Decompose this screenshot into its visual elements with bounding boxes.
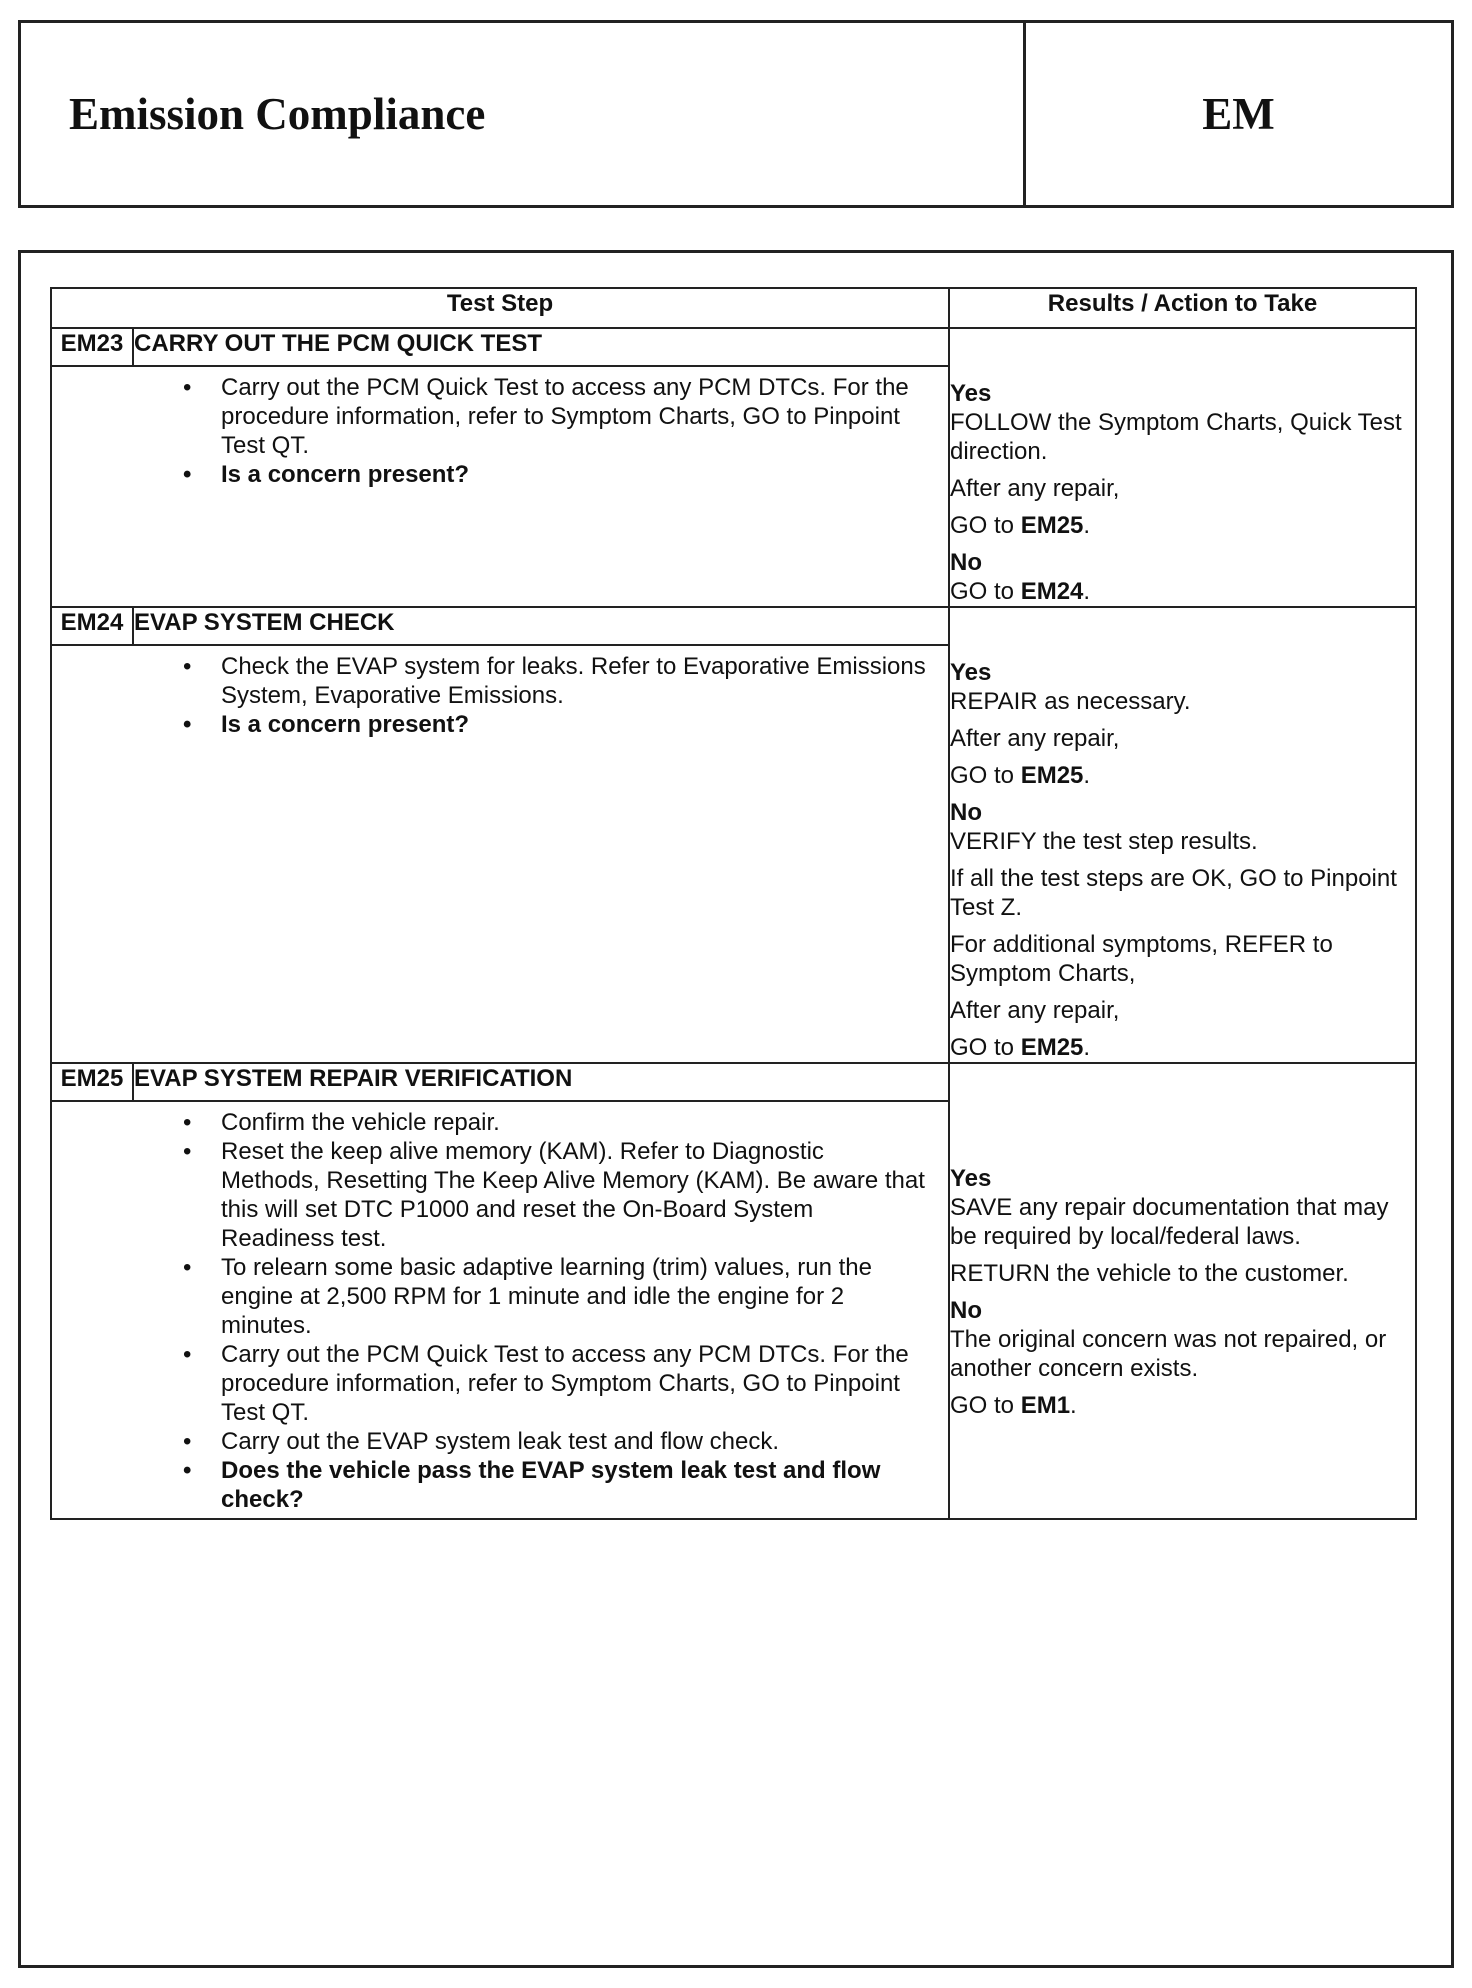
step-results: [949, 328, 1416, 607]
no-goto: GO to EM24.: [950, 578, 1091, 605]
no-goto: GO to EM25.: [950, 1034, 1091, 1061]
yes-action: After any repair,: [950, 475, 1120, 502]
column-header-test-step: Test Step: [51, 288, 949, 328]
yes-action: After any repair,: [950, 725, 1120, 752]
instruction-item: • Confirm the vehicle repair.: [221, 1108, 928, 1137]
step-code: EM24: [51, 607, 133, 645]
step-instructions: [133, 645, 949, 1063]
no-action: VERIFY the test step results.: [950, 828, 1258, 855]
yes-goto: GO to EM25.: [950, 512, 1091, 539]
no-label: No: [950, 1297, 982, 1324]
no-label: No: [950, 549, 982, 576]
no-action: For additional symptoms, REFER to Symptom Charts,: [950, 931, 1333, 987]
no-action: After any repair,: [950, 997, 1120, 1024]
goto-target: EM25: [1020, 1034, 1084, 1061]
instruction-item: • Carry out the EVAP system leak test and flow check.: [221, 1427, 928, 1456]
no-action: If all the test steps are OK, GO to Pinpoint Test Z.: [950, 865, 1397, 921]
yes-action: SAVE any repair documentation that may be required by local/federal laws.: [950, 1194, 1389, 1250]
no-goto: GO to EM1.: [950, 1392, 1077, 1419]
instruction-item: • Carry out the PCM Quick Test to access any PCM DTCs. For the procedure information, refer to Symptom Charts, GO to Pinpoint Test QT.: [221, 373, 928, 460]
yes-label: Yes: [950, 380, 992, 407]
yes-label: Yes: [950, 659, 992, 686]
instruction-item: • Carry out the PCM Quick Test to access any PCM DTCs. For the procedure information, refer to Symptom Charts, GO to Pinpoint Test QT.: [221, 1340, 928, 1427]
yes-label: Yes: [950, 1165, 992, 1192]
step-instructions: [133, 366, 949, 607]
no-action: The original concern was not repaired, or another concern exists.: [950, 1326, 1387, 1382]
step-code: EM23: [51, 328, 133, 366]
step-title-row: [51, 328, 1416, 366]
yes-action: REPAIR as necessary.: [950, 688, 1191, 715]
instruction-item: • Reset the keep alive memory (KAM). Refer to Diagnostic Methods, Resetting The Keep Alive Memory (KAM). Be aware that this will set DTC P1000 and reset the On-Board System Readiness test.: [221, 1137, 928, 1253]
diagnostic-table: [50, 287, 1417, 1520]
goto-target: EM25: [1020, 762, 1084, 789]
instruction-question: • Is a concern present?: [221, 710, 928, 739]
page-header: [18, 20, 1454, 208]
section-code: EM: [1202, 89, 1275, 139]
table-header-row: [51, 288, 1416, 328]
step-results: [949, 607, 1416, 1063]
step-code: EM25: [51, 1063, 133, 1101]
no-label: No: [950, 799, 982, 826]
instruction-item: • Check the EVAP system for leaks. Refer to Evaporative Emissions System, Evaporative Emissions.: [221, 652, 928, 710]
yes-goto: GO to EM25.: [950, 762, 1091, 789]
step-title: CARRY OUT THE PCM QUICK TEST: [133, 328, 949, 366]
step-instructions: [133, 1101, 949, 1519]
step-results: [949, 1063, 1416, 1519]
page-title: Emission Compliance: [69, 89, 486, 139]
step-title: EVAP SYSTEM REPAIR VERIFICATION: [133, 1063, 949, 1101]
step-title-row: [51, 607, 1416, 645]
yes-action: RETURN the vehicle to the customer.: [950, 1260, 1349, 1287]
instruction-question: • Is a concern present?: [221, 460, 928, 489]
step-title: EVAP SYSTEM CHECK: [133, 607, 949, 645]
instruction-question: • Does the vehicle pass the EVAP system leak test and flow check?: [221, 1456, 928, 1514]
instruction-item: • To relearn some basic adaptive learning (trim) values, run the engine at 2,500 RPM for 1 minute and idle the engine for 2 minutes.: [221, 1253, 928, 1340]
goto-target: EM1: [1020, 1392, 1071, 1419]
goto-target: EM25: [1020, 512, 1084, 539]
step-title-row: [51, 1063, 1416, 1101]
column-header-results: Results / Action to Take: [949, 288, 1416, 328]
goto-target: EM24: [1020, 578, 1084, 605]
yes-action: FOLLOW the Symptom Charts, Quick Test direction.: [950, 409, 1402, 465]
